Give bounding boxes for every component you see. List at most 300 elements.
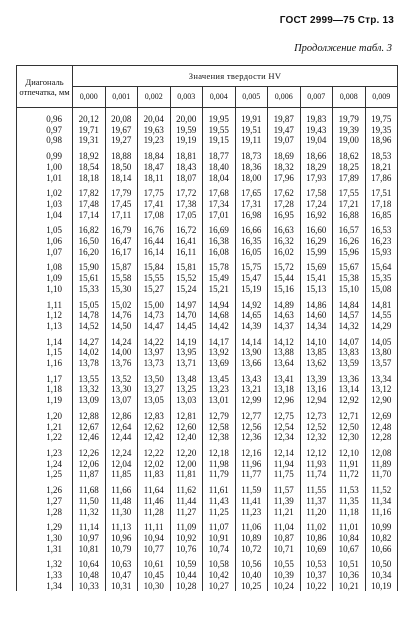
hardness-value-cell: 16,20 — [73, 247, 106, 258]
hardness-value-cell: 13,64 — [268, 358, 301, 369]
hardness-value-cell: 11,37 — [300, 496, 333, 507]
table-row — [17, 162, 398, 173]
hardness-value-cell: 17,86 — [365, 173, 398, 184]
hardness-value-cell: 19,39 — [333, 125, 366, 136]
hardness-value-cell: 11,04 — [268, 517, 301, 533]
hardness-value-cell: 15,19 — [235, 284, 268, 295]
hardness-value-cell: 11,83 — [138, 469, 171, 480]
hardness-value-cell: 12,99 — [235, 395, 268, 406]
hardness-value-cell: 16,05 — [235, 247, 268, 258]
hardness-value-cell: 13,57 — [365, 358, 398, 369]
hardness-value-cell: 11,13 — [105, 517, 138, 533]
hardness-value-cell: 14,70 — [170, 310, 203, 321]
hardness-value-cell: 11,91 — [333, 459, 366, 470]
hardness-value-cell: 17,82 — [73, 183, 106, 199]
table-row — [17, 295, 398, 311]
table-row — [17, 199, 398, 210]
hardness-value-cell: 12,20 — [170, 443, 203, 459]
diagonal-cell: 1,08 — [17, 257, 73, 273]
hardness-value-cell: 13,62 — [300, 358, 333, 369]
hardness-value-cell: 19,43 — [300, 125, 333, 136]
hardness-value-cell: 10,37 — [300, 570, 333, 581]
table-row — [17, 273, 398, 284]
hardness-value-cell: 15,55 — [138, 273, 171, 284]
diagonal-cell: 1,16 — [17, 358, 73, 369]
hardness-value-cell: 15,05 — [73, 295, 106, 311]
hardness-value-cell: 15,30 — [105, 284, 138, 295]
hardness-value-cell: 14,55 — [365, 310, 398, 321]
hardness-value-cell: 18,53 — [365, 146, 398, 162]
table-row — [17, 125, 398, 136]
diagonal-cell: 1,06 — [17, 236, 73, 247]
hardness-value-cell: 19,87 — [268, 108, 301, 125]
hardness-value-cell: 17,24 — [300, 199, 333, 210]
hardness-value-cell: 15,13 — [300, 284, 333, 295]
hardness-value-cell: 11,02 — [300, 517, 333, 533]
hardness-value-cell: 18,14 — [105, 173, 138, 184]
hardness-value-cell: 18,40 — [203, 162, 236, 173]
hardness-value-cell: 12,92 — [333, 395, 366, 406]
hardness-value-cell: 11,53 — [333, 480, 366, 496]
hardness-value-cell: 19,11 — [235, 135, 268, 146]
hardness-value-cell: 11,41 — [235, 496, 268, 507]
hardness-value-cell: 15,93 — [365, 247, 398, 258]
subcolumn-header: 0,003 — [170, 87, 203, 108]
hardness-value-cell: 10,36 — [333, 570, 366, 581]
hardness-value-cell: 11,27 — [170, 507, 203, 518]
hardness-value-cell: 17,11 — [105, 210, 138, 221]
hardness-value-cell: 11,66 — [105, 480, 138, 496]
table-row — [17, 384, 398, 395]
hardness-value-cell: 13,16 — [300, 384, 333, 395]
hardness-value-cell: 12,38 — [203, 432, 236, 443]
hardness-value-cell: 12,22 — [138, 443, 171, 459]
hardness-value-cell: 10,79 — [105, 544, 138, 555]
hardness-value-cell: 18,77 — [203, 146, 236, 162]
hardness-value-cell: 13,85 — [300, 347, 333, 358]
hardness-value-cell: 16,14 — [138, 247, 171, 258]
hardness-value-cell: 16,11 — [170, 247, 203, 258]
hardness-value-cell: 17,05 — [170, 210, 203, 221]
hardness-value-cell: 12,32 — [300, 432, 333, 443]
hardness-value-cell: 20,12 — [73, 108, 106, 125]
diagonal-cell: 1,22 — [17, 432, 73, 443]
hardness-value-cell: 18,25 — [333, 162, 366, 173]
hardness-value-cell: 15,81 — [170, 257, 203, 273]
hardness-value-cell: 16,41 — [170, 236, 203, 247]
hardness-value-cell: 20,04 — [138, 108, 171, 125]
diagonal-cell: 1,02 — [17, 183, 73, 199]
hardness-value-cell: 11,21 — [268, 507, 301, 518]
hardness-value-cell: 14,07 — [333, 332, 366, 348]
hardness-value-cell: 14,52 — [73, 321, 106, 332]
hardness-value-cell: 10,82 — [365, 533, 398, 544]
hardness-value-cell: 14,37 — [268, 321, 301, 332]
diagonal-cell: 1,21 — [17, 422, 73, 433]
hardness-value-cell: 10,87 — [268, 533, 301, 544]
hardness-value-cell: 13,71 — [170, 358, 203, 369]
hardness-value-cell: 10,22 — [300, 581, 333, 592]
hardness-value-cell: 13,36 — [333, 369, 366, 385]
hardness-value-cell: 16,26 — [333, 236, 366, 247]
hardness-value-cell: 16,63 — [268, 220, 301, 236]
hardness-value-cell: 11,48 — [105, 496, 138, 507]
hardness-value-cell: 12,34 — [268, 432, 301, 443]
hardness-value-cell: 15,10 — [333, 284, 366, 295]
hardness-value-cell: 12,18 — [203, 443, 236, 459]
table-row — [17, 570, 398, 581]
hardness-value-cell: 16,66 — [235, 220, 268, 236]
hardness-value-cell: 15,38 — [333, 273, 366, 284]
hardness-value-cell: 12,44 — [105, 432, 138, 443]
hardness-value-cell: 11,34 — [365, 496, 398, 507]
hardness-value-cell: 10,67 — [333, 544, 366, 555]
hardness-value-cell: 19,95 — [203, 108, 236, 125]
hardness-value-cell: 11,81 — [170, 469, 203, 480]
table-row — [17, 496, 398, 507]
hardness-value-cell: 10,21 — [333, 581, 366, 592]
hardness-value-cell: 12,64 — [105, 422, 138, 433]
hardness-value-cell: 10,28 — [170, 581, 203, 592]
diagonal-cell: 1,03 — [17, 199, 73, 210]
diagonal-cell: 1,19 — [17, 395, 73, 406]
hardness-value-cell: 10,84 — [333, 533, 366, 544]
hardness-value-cell: 12,10 — [333, 443, 366, 459]
hardness-value-cell: 15,67 — [333, 257, 366, 273]
hardness-value-cell: 10,86 — [300, 533, 333, 544]
hardness-value-cell: 12,02 — [138, 459, 171, 470]
hardness-value-cell: 19,27 — [105, 135, 138, 146]
hardness-value-cell: 15,41 — [300, 273, 333, 284]
hardness-value-cell: 10,59 — [170, 554, 203, 570]
hardness-value-cell: 10,27 — [203, 581, 236, 592]
hardness-value-cell: 10,30 — [138, 581, 171, 592]
hardness-value-cell: 16,08 — [203, 247, 236, 258]
hardness-value-cell: 16,53 — [365, 220, 398, 236]
hardness-value-cell: 17,51 — [365, 183, 398, 199]
hardness-value-cell: 14,84 — [333, 295, 366, 311]
hardness-value-cell: 18,21 — [365, 162, 398, 173]
hardness-value-cell: 19,15 — [203, 135, 236, 146]
hardness-value-cell: 10,53 — [300, 554, 333, 570]
hardness-value-cell: 15,00 — [138, 295, 171, 311]
hardness-value-cell: 15,44 — [268, 273, 301, 284]
hardness-value-cell: 12,60 — [170, 422, 203, 433]
hardness-value-cell: 13,18 — [268, 384, 301, 395]
hardness-value-cell: 14,50 — [105, 321, 138, 332]
hardness-value-cell: 18,96 — [365, 135, 398, 146]
hardness-value-cell: 15,27 — [138, 284, 171, 295]
hardness-value-cell: 18,00 — [235, 173, 268, 184]
hardness-value-cell: 15,75 — [235, 257, 268, 273]
hardness-value-cell: 17,75 — [138, 183, 171, 199]
hardness-value-cell: 17,14 — [73, 210, 106, 221]
hardness-value-cell: 13,07 — [105, 395, 138, 406]
hardness-value-cell: 16,47 — [105, 236, 138, 247]
hardness-value-cell: 18,18 — [73, 173, 106, 184]
diagonal-cell: 1,27 — [17, 496, 73, 507]
hardness-value-cell: 11,06 — [235, 517, 268, 533]
hardness-value-cell: 13,41 — [268, 369, 301, 385]
hardness-value-cell: 16,82 — [73, 220, 106, 236]
hardness-value-cell: 14,86 — [300, 295, 333, 311]
subcolumn-header: 0,004 — [203, 87, 236, 108]
hardness-value-cell: 12,08 — [365, 443, 398, 459]
hardness-value-cell: 10,34 — [365, 570, 398, 581]
subcolumn-header: 0,002 — [138, 87, 171, 108]
hardness-value-cell: 15,78 — [203, 257, 236, 273]
hardness-value-cell: 13,76 — [105, 358, 138, 369]
hardness-value-cell: 11,52 — [365, 480, 398, 496]
hardness-value-cell: 11,16 — [365, 507, 398, 518]
table-row — [17, 554, 398, 570]
hardness-value-cell: 10,50 — [365, 554, 398, 570]
table-row — [17, 332, 398, 348]
hardness-value-cell: 11,74 — [300, 469, 333, 480]
hardness-value-cell: 10,45 — [138, 570, 171, 581]
hardness-value-cell: 20,08 — [105, 108, 138, 125]
diagonal-cell: 1,24 — [17, 459, 73, 470]
hardness-value-cell: 16,76 — [138, 220, 171, 236]
table-row — [17, 369, 398, 385]
hardness-value-cell: 11,50 — [73, 496, 106, 507]
hardness-value-cell: 13,27 — [138, 384, 171, 395]
hardness-value-cell: 10,97 — [73, 533, 106, 544]
hardness-value-cell: 14,65 — [235, 310, 268, 321]
hardness-value-cell: 15,87 — [105, 257, 138, 273]
hardness-value-cell: 10,64 — [73, 554, 106, 570]
hardness-value-cell: 16,02 — [268, 247, 301, 258]
hardness-value-cell: 12,04 — [105, 459, 138, 470]
hardness-value-cell: 12,14 — [268, 443, 301, 459]
diagonal-cell: 1,05 — [17, 220, 73, 236]
diagonal-cell: 1,15 — [17, 347, 73, 358]
hardness-value-cell: 12,71 — [333, 406, 366, 422]
hardness-value-cell: 10,74 — [203, 544, 236, 555]
diagonal-cell: 1,31 — [17, 544, 73, 555]
column-group-header-hardness: Значения твердости HV — [73, 66, 398, 87]
diagonal-cell: 1,09 — [17, 273, 73, 284]
hardness-value-cell: 10,61 — [138, 554, 171, 570]
hardness-value-cell: 14,73 — [138, 310, 171, 321]
hardness-value-cell: 11,35 — [333, 496, 366, 507]
hardness-value-cell: 11,79 — [203, 469, 236, 480]
hardness-value-cell: 11,55 — [300, 480, 333, 496]
diagonal-cell: 1,26 — [17, 480, 73, 496]
hardness-value-cell: 12,58 — [203, 422, 236, 433]
hardness-value-cell: 10,47 — [105, 570, 138, 581]
hardness-value-cell: 12,28 — [365, 432, 398, 443]
hardness-value-cell: 13,25 — [170, 384, 203, 395]
hardness-value-cell: 18,07 — [170, 173, 203, 184]
hardness-value-cell: 11,85 — [105, 469, 138, 480]
hardness-value-cell: 12,00 — [170, 459, 203, 470]
table-row — [17, 358, 398, 369]
hardness-value-cell: 11,94 — [268, 459, 301, 470]
hardness-value-cell: 13,30 — [105, 384, 138, 395]
table-row — [17, 443, 398, 459]
hardness-value-cell: 11,64 — [138, 480, 171, 496]
diagonal-cell: 1,32 — [17, 554, 73, 570]
hardness-value-cell: 11,09 — [170, 517, 203, 533]
table-row — [17, 310, 398, 321]
hardness-value-cell: 14,29 — [365, 321, 398, 332]
hardness-value-cell: 18,50 — [105, 162, 138, 173]
hardness-value-cell: 14,92 — [235, 295, 268, 311]
hardness-value-cell: 13,97 — [138, 347, 171, 358]
diagonal-cell: 0,98 — [17, 135, 73, 146]
hardness-value-cell: 17,79 — [105, 183, 138, 199]
hardness-value-cell: 16,50 — [73, 236, 106, 247]
hardness-value-cell: 13,59 — [333, 358, 366, 369]
hardness-value-cell: 16,57 — [333, 220, 366, 236]
table-row — [17, 183, 398, 199]
hardness-value-cell: 10,25 — [235, 581, 268, 592]
hardness-value-cell: 10,94 — [138, 533, 171, 544]
hardness-value-cell: 13,14 — [333, 384, 366, 395]
hardness-value-cell: 13,69 — [203, 358, 236, 369]
hardness-value-cell: 17,18 — [365, 199, 398, 210]
hardness-value-cell: 15,99 — [300, 247, 333, 258]
hardness-value-cell: 17,89 — [333, 173, 366, 184]
table-row — [17, 544, 398, 555]
hardness-value-cell: 10,99 — [365, 517, 398, 533]
hardness-value-cell: 13,03 — [170, 395, 203, 406]
hardness-value-cell: 11,07 — [203, 517, 236, 533]
continuation-caption: Продолжение табл. 3 — [294, 43, 392, 54]
hardness-value-cell: 16,32 — [268, 236, 301, 247]
hardness-value-cell: 16,98 — [235, 210, 268, 221]
hardness-value-cell: 10,81 — [73, 544, 106, 555]
hardness-value-cell: 12,52 — [300, 422, 333, 433]
subcolumn-header: 0,001 — [105, 87, 138, 108]
table-row — [17, 422, 398, 433]
hardness-value-cell: 14,94 — [203, 295, 236, 311]
hardness-value-cell: 11,72 — [333, 469, 366, 480]
diagonal-cell: 1,30 — [17, 533, 73, 544]
hardness-value-cell: 17,31 — [235, 199, 268, 210]
hardness-value-cell: 11,98 — [203, 459, 236, 470]
hardness-value-cell: 10,40 — [235, 570, 268, 581]
hardness-value-cell: 15,61 — [73, 273, 106, 284]
hardness-value-cell: 12,24 — [105, 443, 138, 459]
hardness-value-cell: 19,47 — [268, 125, 301, 136]
hardness-value-cell: 16,88 — [333, 210, 366, 221]
hardness-value-cell: 10,39 — [268, 570, 301, 581]
table-row — [17, 507, 398, 518]
hardness-value-cell: 18,11 — [138, 173, 171, 184]
hardness-value-cell: 10,31 — [105, 581, 138, 592]
hardness-value-cell: 17,41 — [138, 199, 171, 210]
hardness-value-cell: 13,88 — [268, 347, 301, 358]
hardness-value-cell: 18,29 — [300, 162, 333, 173]
hardness-value-cell: 12,69 — [365, 406, 398, 422]
hardness-value-cell: 13,52 — [105, 369, 138, 385]
table-row — [17, 210, 398, 221]
hardness-value-cell: 11,18 — [333, 507, 366, 518]
hardness-value-cell: 10,44 — [170, 570, 203, 581]
table-row — [17, 533, 398, 544]
hardness-value-cell: 15,84 — [138, 257, 171, 273]
subcolumn-header: 0,009 — [365, 87, 398, 108]
hardness-value-cell: 19,04 — [300, 135, 333, 146]
hardness-value-cell: 12,26 — [73, 443, 106, 459]
hardness-value-cell: 16,79 — [105, 220, 138, 236]
standard-reference: ГОСТ 2999—75 Стр. 13 — [279, 15, 394, 26]
hardness-value-cell: 17,93 — [300, 173, 333, 184]
hardness-value-cell: 14,63 — [268, 310, 301, 321]
hardness-value-cell: 18,04 — [203, 173, 236, 184]
hardness-value-cell: 10,66 — [365, 544, 398, 555]
hardness-value-cell: 11,30 — [105, 507, 138, 518]
hardness-value-cell: 19,55 — [203, 125, 236, 136]
hardness-value-cell: 13,43 — [235, 369, 268, 385]
hardness-value-cell: 14,78 — [73, 310, 106, 321]
hardness-value-cell: 14,45 — [170, 321, 203, 332]
hardness-value-cell: 12,50 — [333, 422, 366, 433]
hardness-value-cell: 19,19 — [170, 135, 203, 146]
hardness-value-cell: 14,76 — [105, 310, 138, 321]
hardness-value-cell: 10,89 — [235, 533, 268, 544]
hardness-value-cell: 11,62 — [170, 480, 203, 496]
hardness-value-cell: 19,59 — [170, 125, 203, 136]
hardness-value-cell: 19,35 — [365, 125, 398, 136]
hardness-value-cell: 15,72 — [268, 257, 301, 273]
hardness-value-cell: 12,54 — [268, 422, 301, 433]
hardness-value-cell: 14,47 — [138, 321, 171, 332]
hardness-value-cell: 14,22 — [138, 332, 171, 348]
diagonal-cell: 1,11 — [17, 295, 73, 311]
hardness-value-cell: 17,08 — [138, 210, 171, 221]
diagonal-cell: 1,10 — [17, 284, 73, 295]
diagonal-cell: 1,00 — [17, 162, 73, 173]
hardness-value-cell: 10,76 — [170, 544, 203, 555]
hardness-value-cell: 18,73 — [235, 146, 268, 162]
hardness-value-cell: 10,19 — [365, 581, 398, 592]
hardness-value-cell: 17,45 — [105, 199, 138, 210]
hardness-value-cell: 16,35 — [235, 236, 268, 247]
hardness-value-cell: 15,58 — [105, 273, 138, 284]
hardness-value-cell: 18,66 — [300, 146, 333, 162]
diagonal-cell: 0,96 — [17, 108, 73, 125]
hardness-value-cell: 14,39 — [235, 321, 268, 332]
table-row — [17, 347, 398, 358]
hardness-value-cell: 12,96 — [268, 395, 301, 406]
hardness-value-cell: 10,91 — [203, 533, 236, 544]
hardness-value-cell: 11,43 — [203, 496, 236, 507]
diagonal-cell: 1,29 — [17, 517, 73, 533]
hardness-value-cell: 17,21 — [333, 199, 366, 210]
hardness-value-cell: 19,07 — [268, 135, 301, 146]
hardness-value-cell: 10,48 — [73, 570, 106, 581]
hardness-value-cell: 10,51 — [333, 554, 366, 570]
hardness-value-cell: 10,63 — [105, 554, 138, 570]
hardness-value-cell: 14,05 — [365, 332, 398, 348]
table-row — [17, 135, 398, 146]
hardness-value-cell: 19,51 — [235, 125, 268, 136]
hardness-value-cell: 11,96 — [235, 459, 268, 470]
hardness-value-cell: 15,90 — [73, 257, 106, 273]
hardness-value-cell: 10,56 — [235, 554, 268, 570]
hardness-value-cell: 14,12 — [268, 332, 301, 348]
hardness-value-cell: 11,14 — [73, 517, 106, 533]
table-row — [17, 517, 398, 533]
diagonal-cell: 1,01 — [17, 173, 73, 184]
hardness-value-cell: 10,33 — [73, 581, 106, 592]
hardness-value-cell: 13,39 — [300, 369, 333, 385]
hardness-value-cell: 12,48 — [365, 422, 398, 433]
hardness-value-cell: 13,55 — [73, 369, 106, 385]
